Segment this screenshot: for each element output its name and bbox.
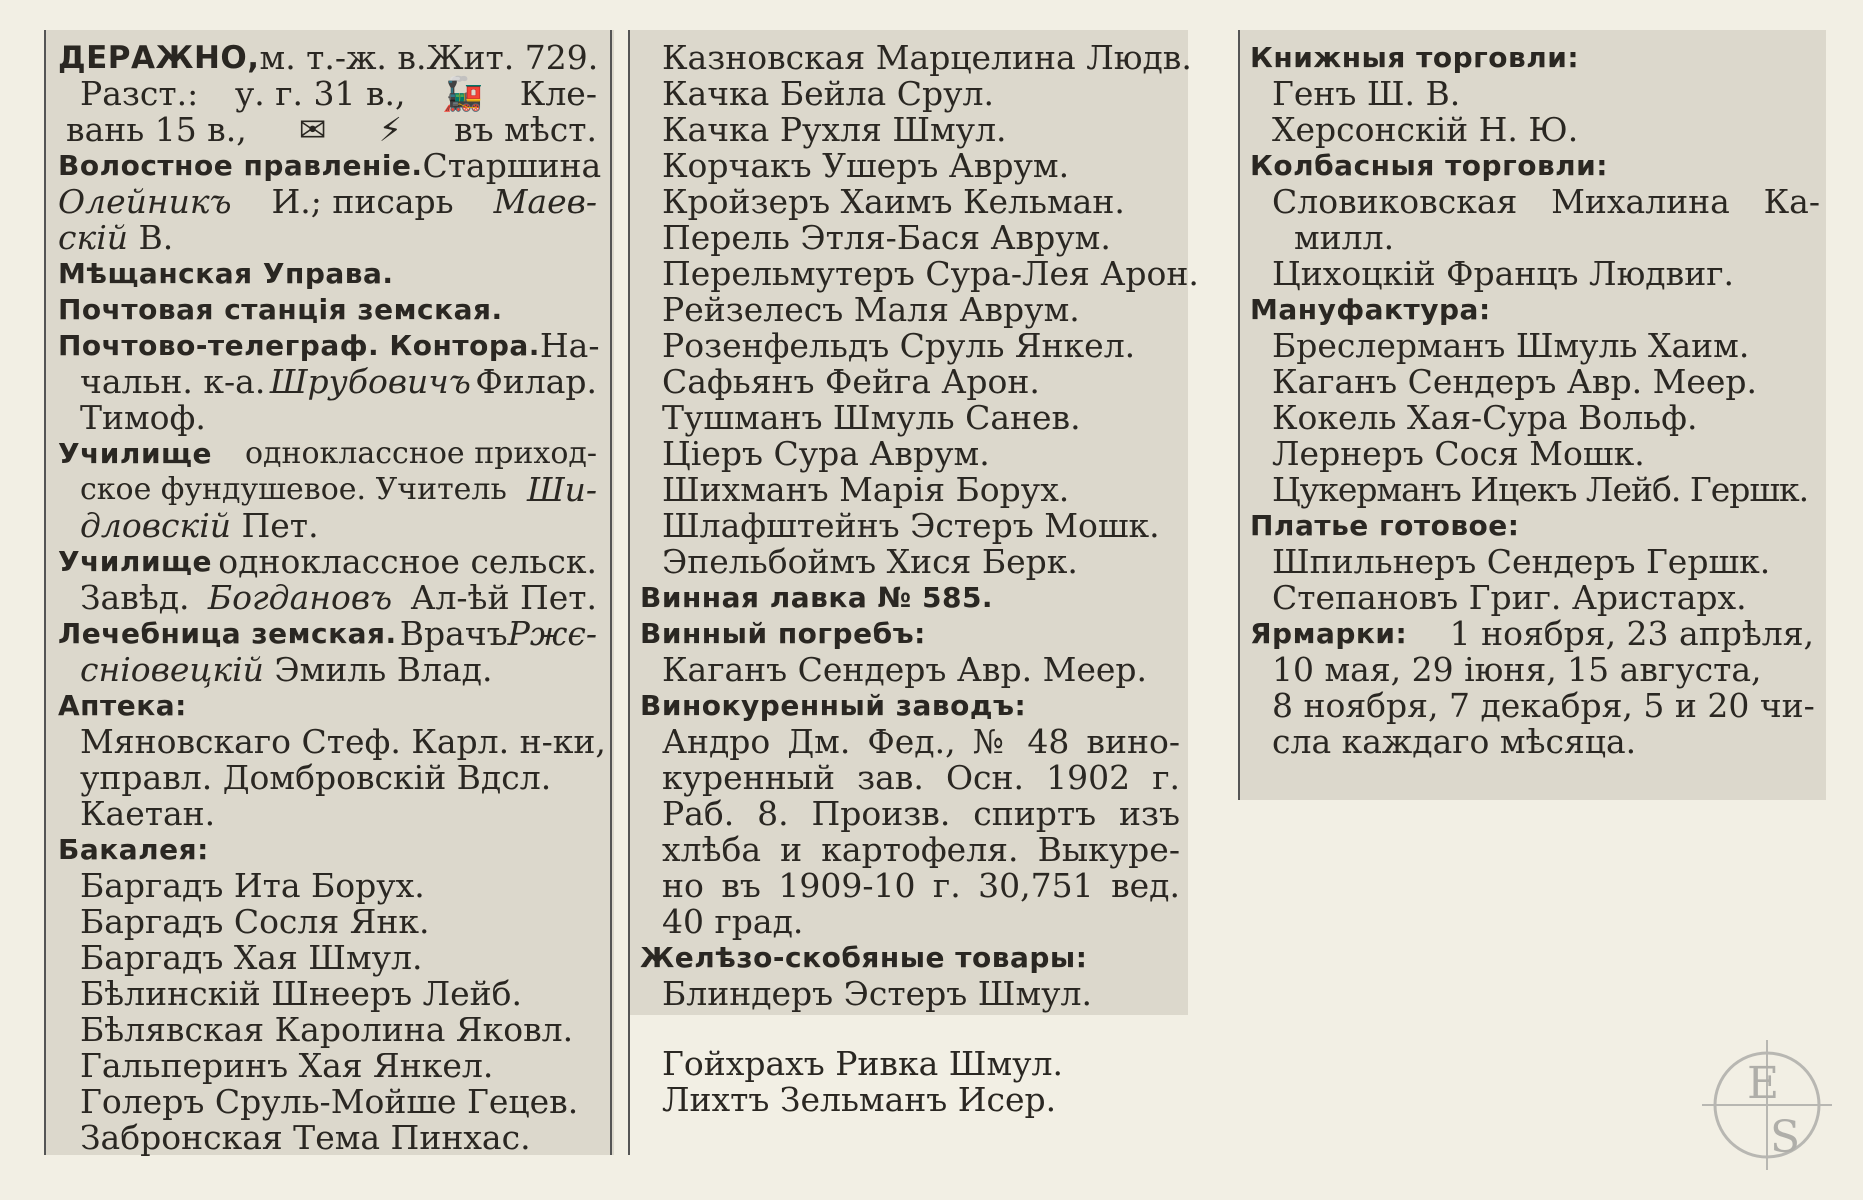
telegraph-office-text-1: На- bbox=[539, 326, 600, 365]
distance-uezd: у. г. 31 в., bbox=[234, 74, 406, 113]
telegraph-office-heading: Почтово-телеграф. Контора. bbox=[58, 329, 540, 362]
list-item: Тушманъ Шмуль Санев. bbox=[662, 398, 1081, 437]
list-item: Гальперинъ Хая Янкел. bbox=[80, 1046, 494, 1085]
column-1 bbox=[58, 38, 606, 1157]
distance-line-1 bbox=[58, 76, 603, 112]
list-item: Забронская Тема Пинхас. bbox=[80, 1118, 531, 1157]
fairs-line-1 bbox=[1250, 616, 1820, 652]
town-heading bbox=[58, 40, 603, 76]
volost-clerk-label: И.; писарь bbox=[271, 182, 454, 221]
wine-cellar-heading: Винный погребъ: bbox=[640, 617, 926, 650]
stamp-letter-bottom: S bbox=[1770, 1112, 1801, 1163]
list-item: Лернеръ Сося Мошк. bbox=[1272, 434, 1645, 473]
pharmacy-line-1: Мяновскаго Стеф. Карл. н-ки, bbox=[80, 722, 606, 761]
postal-station-heading: Почтовая станція земская. bbox=[58, 293, 503, 326]
hospital-doctor-label: Врачъ bbox=[399, 614, 508, 653]
list-item: Казновская Марцелина Людв. bbox=[662, 38, 1192, 77]
school-1-line-1 bbox=[58, 436, 603, 472]
volost-clerk-name: Маев- bbox=[493, 182, 597, 221]
volost-line-1: Старшина bbox=[422, 146, 602, 185]
list-item: милл. bbox=[1294, 218, 1395, 257]
wine-cellar-line-1: Каганъ Сендеръ Авр. Меер. bbox=[662, 650, 1148, 689]
distillery-line: хлѣба и картофеля. Выкуре- bbox=[662, 830, 1180, 869]
school-1-teacher-initial: Пет. bbox=[241, 506, 319, 545]
town-population: Жит. 729. bbox=[426, 38, 599, 77]
distance-in-town: въ мѣст. bbox=[454, 110, 597, 149]
railway-station-icon: 🚂 bbox=[442, 74, 484, 113]
column-3-left-rule bbox=[1238, 30, 1240, 800]
column-1-left-rule bbox=[44, 30, 46, 1155]
list-item: Цукерманъ Ицекъ Лейб. Гершк. bbox=[1272, 470, 1809, 509]
school-1-teacher-name-cont: дловскій bbox=[80, 506, 231, 545]
list-item: Бѣлявская Каролина Яковл. bbox=[80, 1010, 574, 1049]
volost-clerk-initial: В. bbox=[138, 218, 174, 257]
list-item: Рейзелесъ Маля Аврум. bbox=[662, 290, 1080, 329]
fairs-line-2: 10 мая, 29 іюня, 15 августа, bbox=[1272, 650, 1762, 689]
town-name: ДЕРАЖНО, bbox=[58, 40, 260, 76]
list-item: Кройзеръ Хаимъ Кельман. bbox=[662, 182, 1125, 221]
hospital-doctor-name: Ржє- bbox=[507, 614, 597, 653]
column-3 bbox=[1250, 40, 1820, 760]
school-1-text-2: ское фундушевое. Учитель bbox=[80, 472, 507, 507]
pharmacy-line-3: Каетан. bbox=[80, 794, 216, 833]
school-1-line-3 bbox=[58, 508, 603, 544]
volost-heading-line bbox=[58, 148, 603, 184]
hospital-heading: Лечебница земская. bbox=[58, 617, 397, 650]
hospital-doctor-initial: Эмиль Влад. bbox=[274, 650, 493, 689]
distillery-line: Раб. 8. Произв. спиртъ изъ bbox=[662, 794, 1180, 833]
list-item: Кокель Хая-Сура Вольф. bbox=[1272, 398, 1698, 437]
list-item: Перельмутеръ Сура-Лея Арон. bbox=[662, 254, 1199, 293]
list-item: Шлафштейнъ Эстеръ Мошк. bbox=[662, 506, 1160, 545]
hospital-line-2 bbox=[58, 652, 603, 688]
volost-line-2 bbox=[58, 184, 603, 220]
school-1-line-2 bbox=[58, 472, 603, 508]
list-item: Бѣлинскій Шнееръ Лейб. bbox=[80, 974, 522, 1013]
grocery-heading: Бакалея: bbox=[58, 833, 209, 866]
school-2-text-1: одноклассное сельск. bbox=[218, 542, 597, 581]
distance-station-1: Кле- bbox=[519, 74, 597, 113]
pharmacy-heading: Аптека: bbox=[58, 689, 187, 722]
list-item: Генъ Ш. В. bbox=[1272, 74, 1461, 113]
list-item: Бреслерманъ Шмуль Хаим. bbox=[1272, 326, 1750, 365]
post-office-icon: ✉ bbox=[298, 110, 327, 149]
list-item: Баргадъ Ита Борух. bbox=[80, 866, 425, 905]
ready-clothing-heading: Платье готовое: bbox=[1250, 509, 1520, 542]
list-item: Шпильнеръ Сендеръ Гершк. bbox=[1272, 542, 1771, 581]
distance-station-2: вань 15 в., bbox=[66, 110, 247, 149]
list-item: Сафьянъ Фейга Арон. bbox=[662, 362, 1040, 401]
list-item: Степановъ Григ. Аристарх. bbox=[1272, 578, 1747, 617]
pharmacy-line-2: управл. Домбровскій Вдсл. bbox=[80, 758, 552, 797]
hardware-heading: Желѣзо-скобяные товары: bbox=[640, 941, 1088, 974]
list-item: Качка Бейла Срул. bbox=[662, 74, 994, 113]
town-type: м. т.-ж. в. bbox=[259, 38, 427, 77]
telegraph-office-head-name: Шрубовичъ bbox=[269, 362, 471, 401]
sausage-shops-heading: Колбасныя торговли: bbox=[1250, 149, 1608, 182]
distillery-heading: Винокуренный заводъ: bbox=[640, 689, 1027, 722]
telegraph-office-head-initial: Филар. bbox=[475, 362, 597, 401]
hospital-line-1 bbox=[58, 616, 603, 652]
school-2-head-initial: Ал-ѣй Пет. bbox=[410, 578, 597, 617]
telegraph-office-line-1 bbox=[58, 328, 603, 364]
distillery-line: куренный зав. Осн. 1902 г. bbox=[662, 758, 1180, 797]
school-1-text-1: одноклассное приход- bbox=[244, 436, 597, 471]
list-item: Розенфельдъ Сруль Янкел. bbox=[662, 326, 1136, 365]
bookshops-heading: Книжныя торговли: bbox=[1250, 41, 1580, 74]
list-item: Эпельбоймъ Хися Берк. bbox=[662, 542, 1078, 581]
telegraph-office-line-2 bbox=[58, 364, 603, 400]
school-2-line-2 bbox=[58, 580, 603, 616]
wine-shop-heading: Винная лавка № 585. bbox=[640, 581, 994, 614]
textiles-heading: Мануфактура: bbox=[1250, 293, 1491, 326]
hospital-doctor-name-cont: сніовецкій bbox=[80, 650, 264, 689]
distillery-line: 40 град. bbox=[662, 902, 804, 941]
distillery-line: Андро Дм. Фед., № 48 вино- bbox=[662, 722, 1180, 761]
list-item: Гойхрахъ Ривка Шмул. bbox=[662, 1044, 1063, 1083]
school-2-head-name: Богдановъ bbox=[207, 578, 393, 617]
distance-label: Разст.: bbox=[80, 74, 199, 113]
telegraph-office-line-3: Тимоф. bbox=[80, 398, 206, 437]
stamp-letter-top: E bbox=[1747, 1058, 1780, 1109]
fairs-line-4: сла каждаго мѣсяца. bbox=[1272, 722, 1637, 761]
list-item: Шихманъ Марія Борух. bbox=[662, 470, 1070, 509]
list-item: Корчакъ Ушеръ Аврум. bbox=[662, 146, 1070, 185]
telegraph-office-text-2: чальн. к-а. bbox=[80, 362, 266, 401]
list-item: Блиндеръ Эстеръ Шмул. bbox=[662, 974, 1092, 1013]
column-2-left-rule bbox=[628, 30, 630, 1155]
list-item: Лихтъ Зельманъ Исер. bbox=[662, 1080, 1057, 1119]
list-item: Ціеръ Сура Аврум. bbox=[662, 434, 990, 473]
school-1-heading: Училище bbox=[58, 437, 212, 470]
list-item: Качка Рухля Шмул. bbox=[662, 110, 1007, 149]
list-item: Баргадъ Хая Шмул. bbox=[80, 938, 423, 977]
list-item: Голеръ Сруль-Мойше Гецев. bbox=[80, 1082, 579, 1121]
fairs-heading: Ярмарки: bbox=[1250, 617, 1408, 650]
watermark-stamp bbox=[1702, 1040, 1832, 1170]
school-2-line-1 bbox=[58, 544, 603, 580]
school-1-teacher-name: Ши- bbox=[526, 470, 597, 509]
list-item: Херсонскій Н. Ю. bbox=[1272, 110, 1579, 149]
school-2-text-2: Завѣд. bbox=[80, 578, 190, 617]
volost-heading: Волостное правленіе. bbox=[58, 149, 423, 182]
list-item: Перель Этля-Бася Аврум. bbox=[662, 218, 1111, 257]
meshchanskaya-uprava-heading: Мѣщанская Управа. bbox=[58, 257, 394, 290]
distillery-line: но въ 1909-10 г. 30,751 вед. bbox=[662, 866, 1180, 905]
column-1-right-rule bbox=[610, 30, 612, 1155]
volost-elder-name: Олейникъ bbox=[58, 182, 232, 221]
distance-line-2 bbox=[58, 112, 603, 148]
fairs-line-3: 8 ноября, 7 декабря, 5 и 20 чи- bbox=[1272, 686, 1815, 725]
school-2-heading: Училище bbox=[58, 545, 212, 578]
fairs-text-1: 1 ноября, 23 апрѣля, bbox=[1449, 614, 1814, 653]
telegraph-icon: ⚡ bbox=[378, 110, 402, 149]
list-item: Цихоцкій Францъ Людвиг. bbox=[1272, 254, 1734, 293]
list-item: Каганъ Сендеръ Авр. Меер. bbox=[1272, 362, 1758, 401]
list-item: Баргадъ Сосля Янк. bbox=[80, 902, 430, 941]
volost-line-3 bbox=[58, 220, 603, 256]
list-item: Словиковская Михалина Ка- bbox=[1272, 182, 1820, 221]
column-2 bbox=[640, 38, 1199, 1119]
volost-clerk-name-cont: скій bbox=[58, 218, 128, 257]
